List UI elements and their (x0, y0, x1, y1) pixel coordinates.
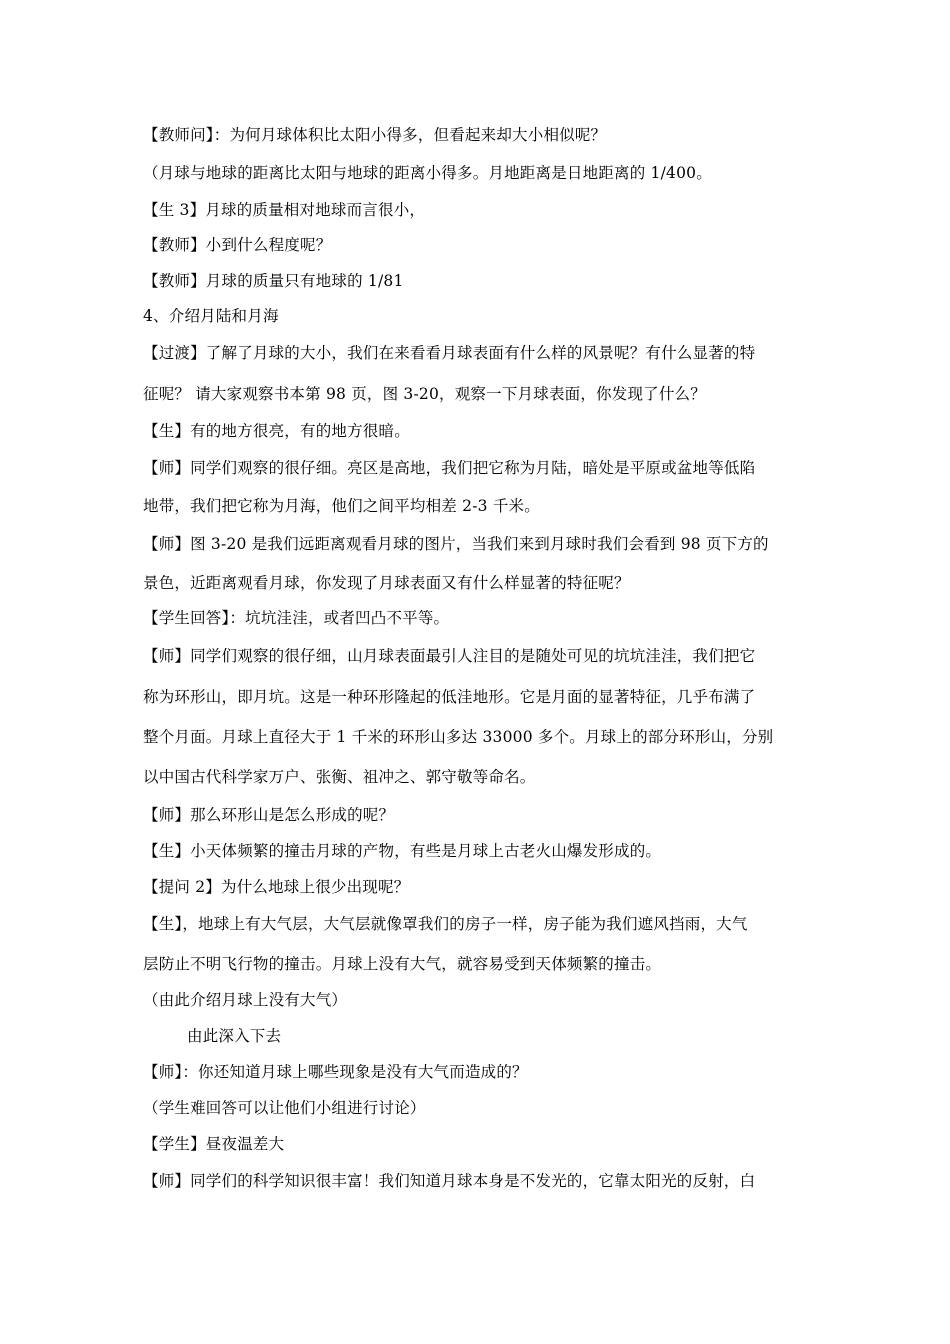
text-line: 【教师】月球的质量只有地球的 1/81 (143, 272, 404, 290)
text-line: 以中国古代科学家万户、张衡、祖冲之、郭守敬等命名。 (143, 768, 536, 786)
text-line: 【师】那么环形山是怎么形成的呢？ (143, 806, 395, 824)
text-line: 【生】，地球上有大气层，大气层就像罩我们的房子一样，房子能为我们遮风挡雨，大气 (143, 915, 748, 933)
text-line: 【学生】昼夜温差大 (143, 1135, 285, 1153)
text-line: 【教师】小到什么程度呢？ (143, 236, 332, 254)
text-line: 【师】同学们观察的很仔细。亮区是高地，我们把它称为月陆，暗处是平原或盆地等低陷 (143, 459, 756, 477)
text-line: 【生】有的地方很亮，有的地方很暗。 (143, 422, 410, 440)
text-line: 【师】同学们观察的很仔细，山月球表面最引人注目的是随处可见的坑坑洼洼，我们把它 (143, 647, 756, 665)
text-line: 【师】：你还知道月球上哪些现象是没有大气而造成的？ (143, 1063, 528, 1081)
text-line: 【生 3】月球的质量相对地球而言很小， (143, 201, 426, 219)
text-line: 【过渡】了解了月球的大小，我们在来看看月球表面有什么样的风景呢？有什么显著的特 (143, 344, 756, 362)
text-line: （月球与地球的距离比太阳与地球的距离小得多。月地距离是日地距离的 1/400。 (143, 164, 712, 182)
text-line: 【师】图 3-20 是我们远距离观看月球的图片，当我们来到月球时我们会看到 98 页下方的 (143, 535, 769, 553)
text-line: 【师】同学们的科学知识很丰富！我们知道月球本身是不发光的，它靠太阳光的反射，白 (143, 1172, 756, 1190)
text-line: （学生难回答可以让他们小组进行讨论） (143, 1099, 426, 1117)
text-line: （由此介绍月球上没有大气） (143, 991, 348, 1009)
section-heading: 4、介绍月陆和月海 (143, 307, 279, 325)
text-line: 景色，近距离观看月球，你发现了月球表面又有什么样显著的特征呢？ (143, 574, 630, 592)
text-line: 征呢？ 请大家观察书本第 98 页，图 3-20，观察一下月球表面，你发现了什么？ (143, 385, 706, 403)
text-line: 【学生回答】：坑坑洼洼，或者凹凸不平等。 (143, 609, 450, 627)
text-line: 【提问 2】为什么地球上很少出现呢？ (143, 878, 410, 896)
text-line: 【生】小天体频繁的撞击月球的产物，有些是月球上古老火山爆发形成的。 (143, 842, 662, 860)
text-line: 【教师问】：为何月球体积比太阳小得多，但看起来却大小相似呢？ (143, 126, 607, 144)
text-line: 地带，我们把它称为月海，他们之间平均相差 2-3 千米。 (143, 497, 540, 515)
text-line: 整个月面。月球上直径大于 1 千米的环形山多达 33000 多个。月球上的部分环形山，分别 (143, 728, 774, 746)
text-line: 由此深入下去 (187, 1027, 282, 1045)
text-line: 层防止不明飞行物的撞击。月球上没有大气，就容易受到天体频繁的撞击。 (143, 955, 662, 973)
text-line: 称为环形山，即月坑。这是一种环形隆起的低洼地形。它是月面的显著特征，几乎布满了 (143, 688, 756, 706)
